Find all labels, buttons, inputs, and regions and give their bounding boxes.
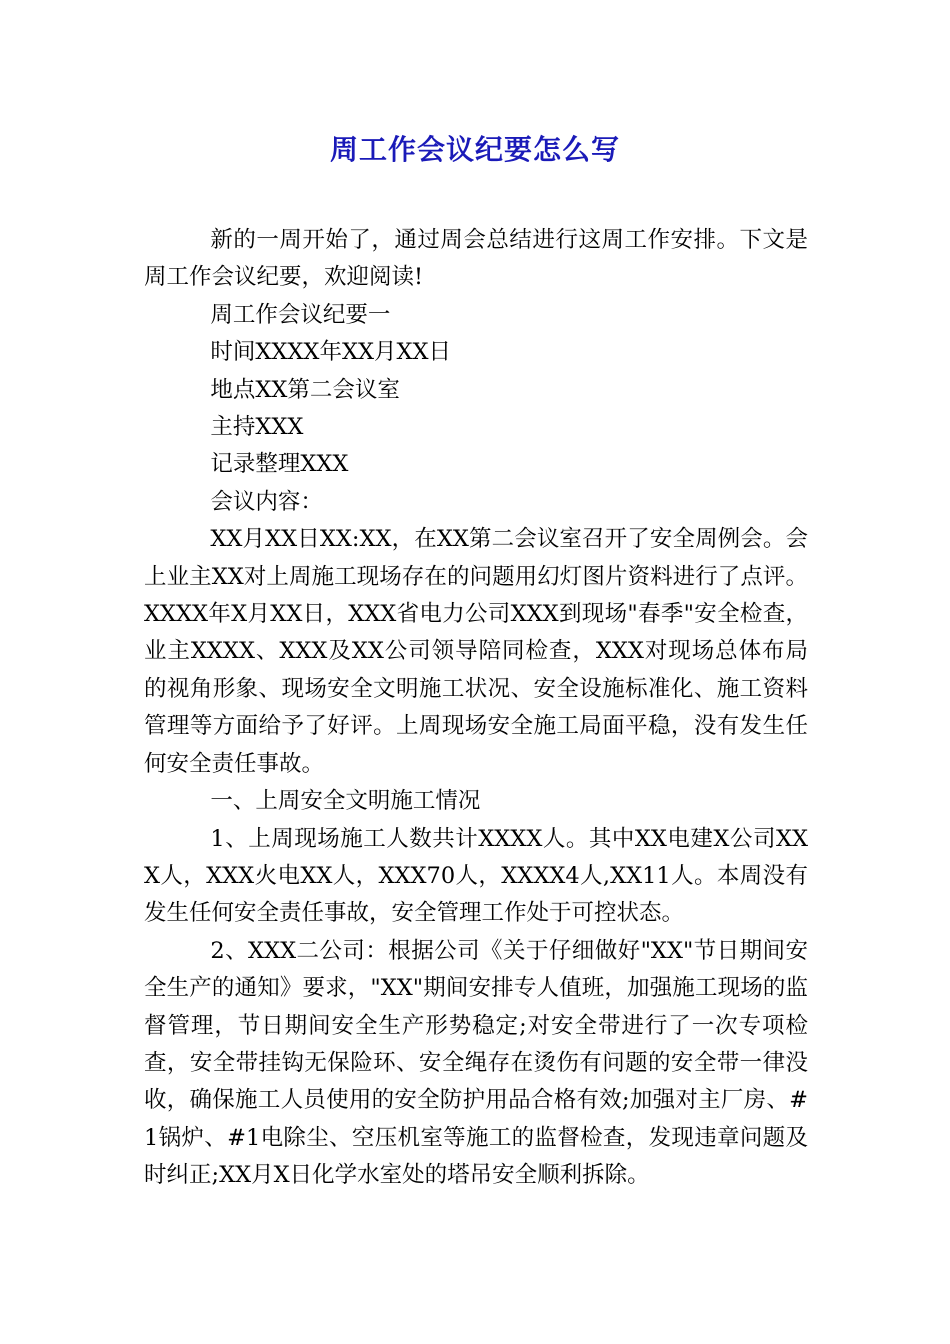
paragraph-meeting-summary: XX月XX日XX:XX，在XX第二会议室召开了安全周例会。会上业主XX对上周施工现场存在的问题用幻灯图片资料进行了点评。XXXX年X月XX日，XXX省电力公司XXX到现场"春季"安全检查，业主XXXX、XXX及XX公司领导陪同检查，XXX对现场总体布局的视角形象、现场安全文明施工状况、安全设施标准化、施工资料管理等方面给予了好评。上周现场安全施工局面平稳，没有发生任何安全责任事故。 (144, 526, 808, 777)
document-body (144, 222, 808, 1195)
paragraph-item-1: 1、上周现场施工人数共计XXXX人。其中XX电建X公司XXX人，XXX火电XX人，XXX70人，XXXX4人,XX11人。本周没有发生任何安全责任事故，安全管理工作处于可控状态。 (144, 825, 808, 927)
paragraph-section-heading: 一、上周安全文明施工情况 (210, 788, 481, 815)
paragraph-location: 地点XX第二会议室 (210, 376, 400, 403)
paragraph-minutes-heading: 周工作会议纪要一 (210, 301, 391, 328)
paragraph-host: 主持XXX (210, 414, 304, 441)
paragraph-recorder: 记录整理XXX (210, 451, 349, 478)
paragraph-time: 时间XXXX年XX月XX日 (210, 339, 452, 366)
document-title: 周工作会议纪要怎么写 (329, 133, 620, 166)
paragraph-intro: 新的一周开始了，通过周会总结进行这周工作安排。下文是周工作会议纪要，欢迎阅读! (144, 227, 808, 291)
paragraph-item-2: 2、XXX二公司：根据公司《关于仔细做好"XX"节日期间安全生产的通知》要求，"XX"期间安排专人值班，加强施工现场的监督管理，节日期间安全生产形势稳定;对安全带进行了一次专项检查，安全带挂钩无保险环、安全绳存在烫伤有问题的安全带一律没收，确保施工人员使用的安全防护用品合格有效;加强对主厂房、#1锅炉、#1电除尘、空压机室等施工的监督检查，发现违章问题及时纠正;XX月X日化学水室处的塔吊安全顺利拆除。 (144, 937, 808, 1189)
paragraph-content-label: 会议内容： (210, 488, 323, 515)
